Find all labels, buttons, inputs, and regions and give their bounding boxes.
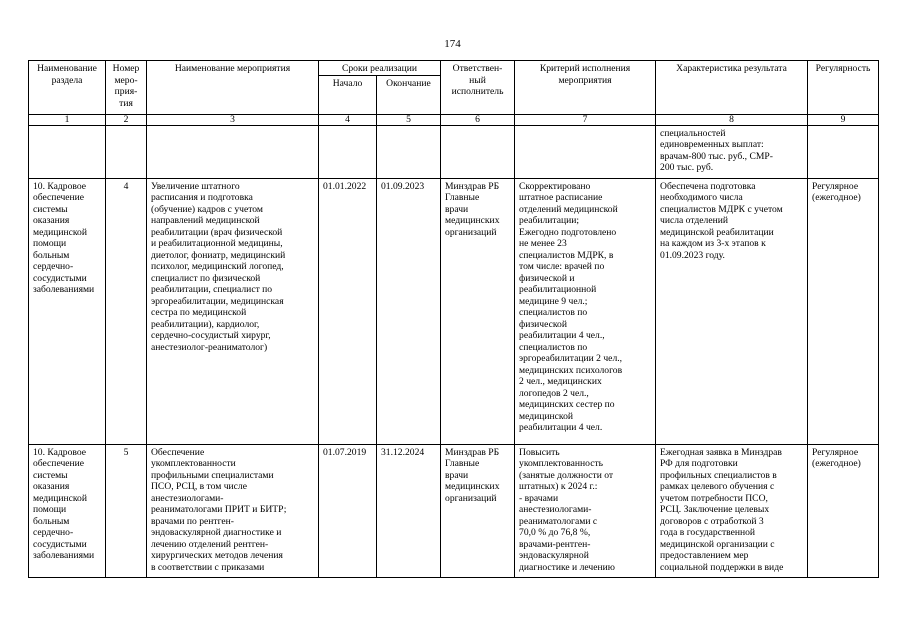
col-number: 1 — [29, 114, 106, 125]
header-activity: Наименование мероприятия — [147, 61, 319, 115]
header-criterion: Критерий исполнения мероприятия — [515, 61, 656, 115]
row-criterion: Скорректировано штатное расписание отделений медицинской реабилитации; Ежегодно подготовлено не менее 23 специалистов МДРК, в том числе: врачей по физической и реабилитационной медицине 9 чел.; специалистов по физической реабилитации 4 чел., специалистов по эргореабилитации 2 чел., медицинских психологов 2 чел., медицинских логопедов 2 чел., медицинских сестер по медицинской реабилитации 4 чел. — [515, 178, 656, 444]
row-start-date: 01.07.2019 — [319, 444, 377, 577]
row-executor: Минздрав РБ Главные врачи медицинских организаций — [441, 444, 515, 577]
col-number: 8 — [656, 114, 808, 125]
col-number: 6 — [441, 114, 515, 125]
carry-over-row — [29, 125, 879, 178]
row-regularity: Регулярное (ежегодное) — [808, 444, 879, 577]
row-section: 10. Кадровое обеспечение системы оказания медицинской помощи больным сердечно- сосудистыми заболеваниями — [29, 444, 106, 577]
col-number: 5 — [377, 114, 441, 125]
table-row — [29, 444, 879, 577]
header-end: Окончание — [377, 75, 441, 114]
carry-over-result: специальностей единовременных выплат: врачам-800 тыс. руб., СМР- 200 тыс. руб. — [656, 125, 808, 178]
page-number: 174 — [444, 38, 461, 50]
row-start-date: 01.01.2022 — [319, 178, 377, 444]
activities-table — [28, 60, 879, 578]
header-number: Номер меро- прия- тия — [106, 61, 147, 115]
column-numbers-row — [29, 114, 879, 125]
row-executor: Минздрав РБ Главные врачи медицинских организаций — [441, 178, 515, 444]
row-result: Обеспечена подготовка необходимого числа специалистов МДРК с учетом числа отделений медицинской реабилитации на каждом из 3-х этапов к 01.09.2023 году. — [656, 178, 808, 444]
header-result: Характеристика результата — [656, 61, 808, 115]
row-regularity: Регулярное (ежегодное) — [808, 178, 879, 444]
row-number: 5 — [106, 444, 147, 577]
col-number: 4 — [319, 114, 377, 125]
row-criterion: Повысить укомплектованность (занятые должности от штатных) к 2024 г.: - врачами анестезиологами- реаниматологами с 70,0 % до 76,8 %, врачами-рентген- эндоваскулярной диагностике и лечению — [515, 444, 656, 577]
row-number: 4 — [106, 178, 147, 444]
col-number: 3 — [147, 114, 319, 125]
row-result: Ежегодная заявка в Минздрав РФ для подготовки профильных специалистов в рамках целевого обучения с учетом потребности ПСО, РСЦ. Заключение целевых договоров с отработкой 3 года в государственной медицинской организации с предоставлением мер социальной поддержки в виде — [656, 444, 808, 577]
header-executor: Ответствен- ный исполнитель — [441, 61, 515, 115]
col-number: 7 — [515, 114, 656, 125]
row-activity: Обеспечение укомплектованности профильными специалистами ПСО, РСЦ, в том числе анестезиологами- реаниматологами ПРИТ и БИТР; врачами по рентген- эндоваскулярной диагностике и лечению отделений рентген- хирургических методов лечения в соответствии с приказами — [147, 444, 319, 577]
col-number: 2 — [106, 114, 147, 125]
header-section: Наименование раздела — [29, 61, 106, 115]
row-end-date: 01.09.2023 — [377, 178, 441, 444]
col-number: 9 — [808, 114, 879, 125]
table-row — [29, 178, 879, 444]
row-activity: Увеличение штатного расписания и подготовка (обучение) кадров с учетом направлений медицинской реабилитации (врач физической и реабилитационной медицины, диетолог, фониатр, медицинский психолог, медицинский логопед, специалист по физической реабилитации, специалист по эргореабилитации, медицинская сестра по медицинской реабилитации), кардиолог, сердечно-сосудистый хирург, анестезиолог-реаниматолог) — [147, 178, 319, 444]
row-section: 10. Кадровое обеспечение системы оказания медицинской помощи больным сердечно- сосудистыми заболеваниями — [29, 178, 106, 444]
header-regularity: Регулярность — [808, 61, 879, 115]
header-row — [29, 61, 879, 76]
header-terms: Сроки реализации — [319, 61, 441, 76]
row-end-date: 31.12.2024 — [377, 444, 441, 577]
header-start: Начало — [319, 75, 377, 114]
